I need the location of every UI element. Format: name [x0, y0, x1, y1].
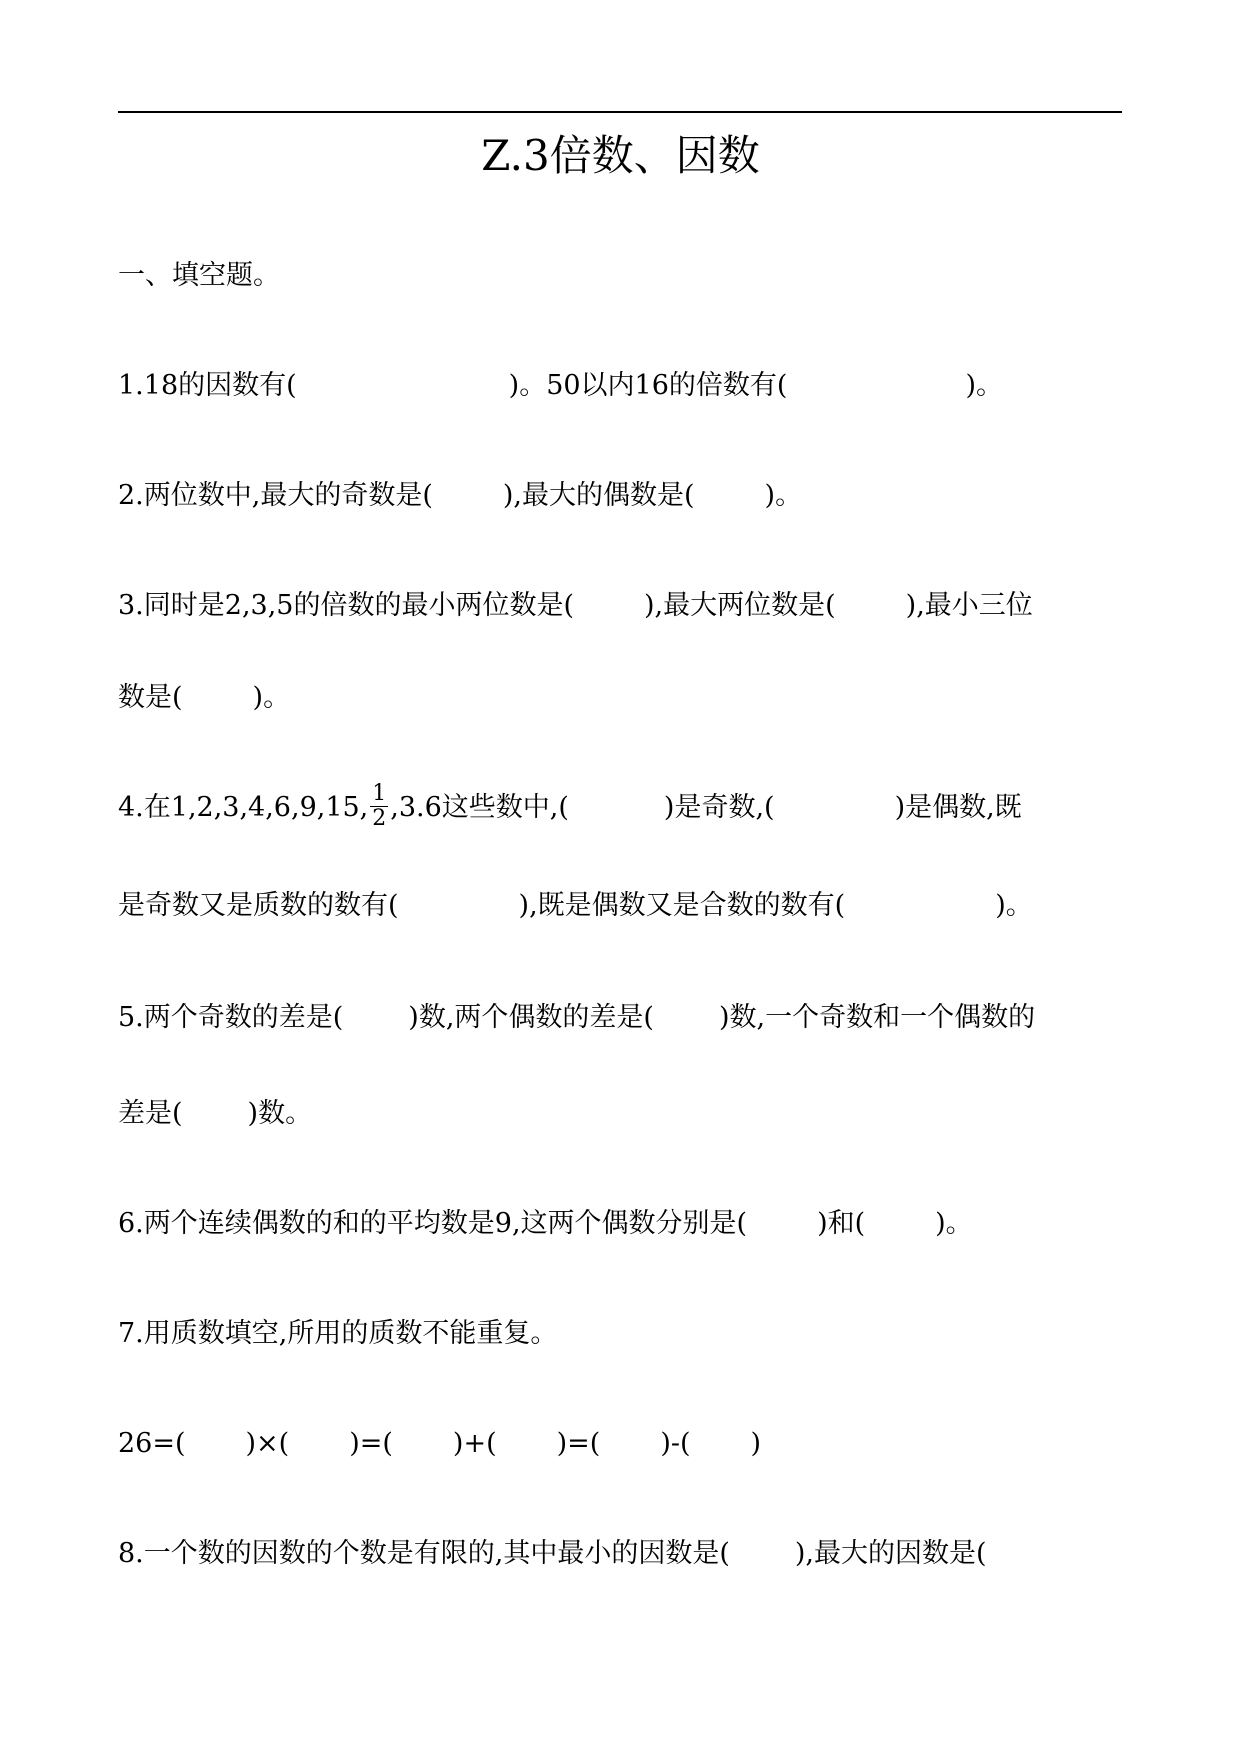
- q7-text-d: )+(: [452, 1428, 497, 1459]
- question-2: [118, 478, 802, 514]
- q7-text-a: 26=(: [118, 1428, 186, 1459]
- q1-text-b: )。50以内16的倍数有(: [508, 370, 788, 401]
- question-4-line-2: [118, 888, 1033, 924]
- q6-text-c: )。: [935, 1208, 973, 1239]
- q2-text-a: 2.两位数中,最大的奇数是(: [118, 480, 433, 511]
- fraction-denominator: 2: [372, 806, 387, 831]
- q4-text-a: 4.在1,2,3,4,6,9,15,: [118, 792, 369, 823]
- q4-text-f: ),既是偶数又是合数的数有(: [518, 890, 846, 921]
- q5-text-e: )数。: [247, 1098, 313, 1129]
- fraction-one-half: [370, 782, 388, 831]
- question-1: [118, 368, 1003, 404]
- question-3-line-1: [118, 588, 1033, 624]
- q2-text-b: ),最大的偶数是(: [502, 480, 695, 511]
- question-6: [118, 1206, 973, 1242]
- q3-text-e: )。: [252, 682, 291, 713]
- question-7: 7.用质数填空,所用的质数不能重复。: [118, 1318, 558, 1349]
- q7-text-c: )=(: [349, 1428, 393, 1459]
- header-rule: [118, 111, 1122, 113]
- question-4-line-1: [118, 781, 1022, 833]
- fraction-numerator: 1: [372, 781, 387, 806]
- question-3-line-2: [118, 680, 290, 716]
- q4-text-e: 是奇数又是质数的数有(: [118, 890, 399, 921]
- q3-text-a: 3.同时是2,3,5的倍数的最小两位数是(: [118, 590, 574, 621]
- q3-text-c: ),最小三位: [905, 590, 1033, 621]
- section-heading: 一、填空题。: [118, 260, 280, 291]
- question-5-line-2: [118, 1096, 312, 1132]
- q7-text-b: )×(: [245, 1428, 290, 1459]
- q6-text-a: 6.两个连续偶数的和的平均数是9,这两个偶数分别是(: [118, 1208, 748, 1239]
- q4-text-c: )是奇数,(: [663, 792, 775, 823]
- q5-text-a: 5.两个奇数的差是(: [118, 1002, 344, 1033]
- q5-text-b: )数,两个偶数的差是(: [408, 1002, 654, 1033]
- q1-text-c: )。: [965, 370, 1003, 401]
- q5-text-c: )数,一个奇数和一个偶数的: [718, 1002, 1036, 1033]
- q7-text-f: )-(: [660, 1428, 691, 1459]
- q4-text-b: ,3.6这些数中,(: [390, 792, 569, 823]
- q8-text-b: ),最大的因数是(: [794, 1538, 987, 1569]
- q4-text-d: )是偶数,既: [894, 792, 1022, 823]
- q7-text-e: )=(: [556, 1428, 601, 1459]
- q5-text-d: 差是(: [118, 1098, 183, 1129]
- q3-text-b: ),最大两位数是(: [644, 590, 836, 621]
- page-title: Z.3倍数、因数: [481, 131, 760, 180]
- q8-text-a: 8.一个数的因数的个数是有限的,其中最小的因数是(: [118, 1538, 730, 1569]
- q4-text-g: )。: [995, 890, 1033, 921]
- q2-text-c: )。: [764, 480, 803, 511]
- q6-text-b: )和(: [817, 1208, 866, 1239]
- question-8: [118, 1536, 987, 1572]
- question-5-line-1: [118, 1000, 1035, 1036]
- q3-text-d: 数是(: [118, 682, 183, 713]
- q1-text-a: 1.18的因数有(: [118, 370, 297, 401]
- question-7-equation: [118, 1426, 761, 1462]
- q7-text-g: ): [750, 1428, 762, 1459]
